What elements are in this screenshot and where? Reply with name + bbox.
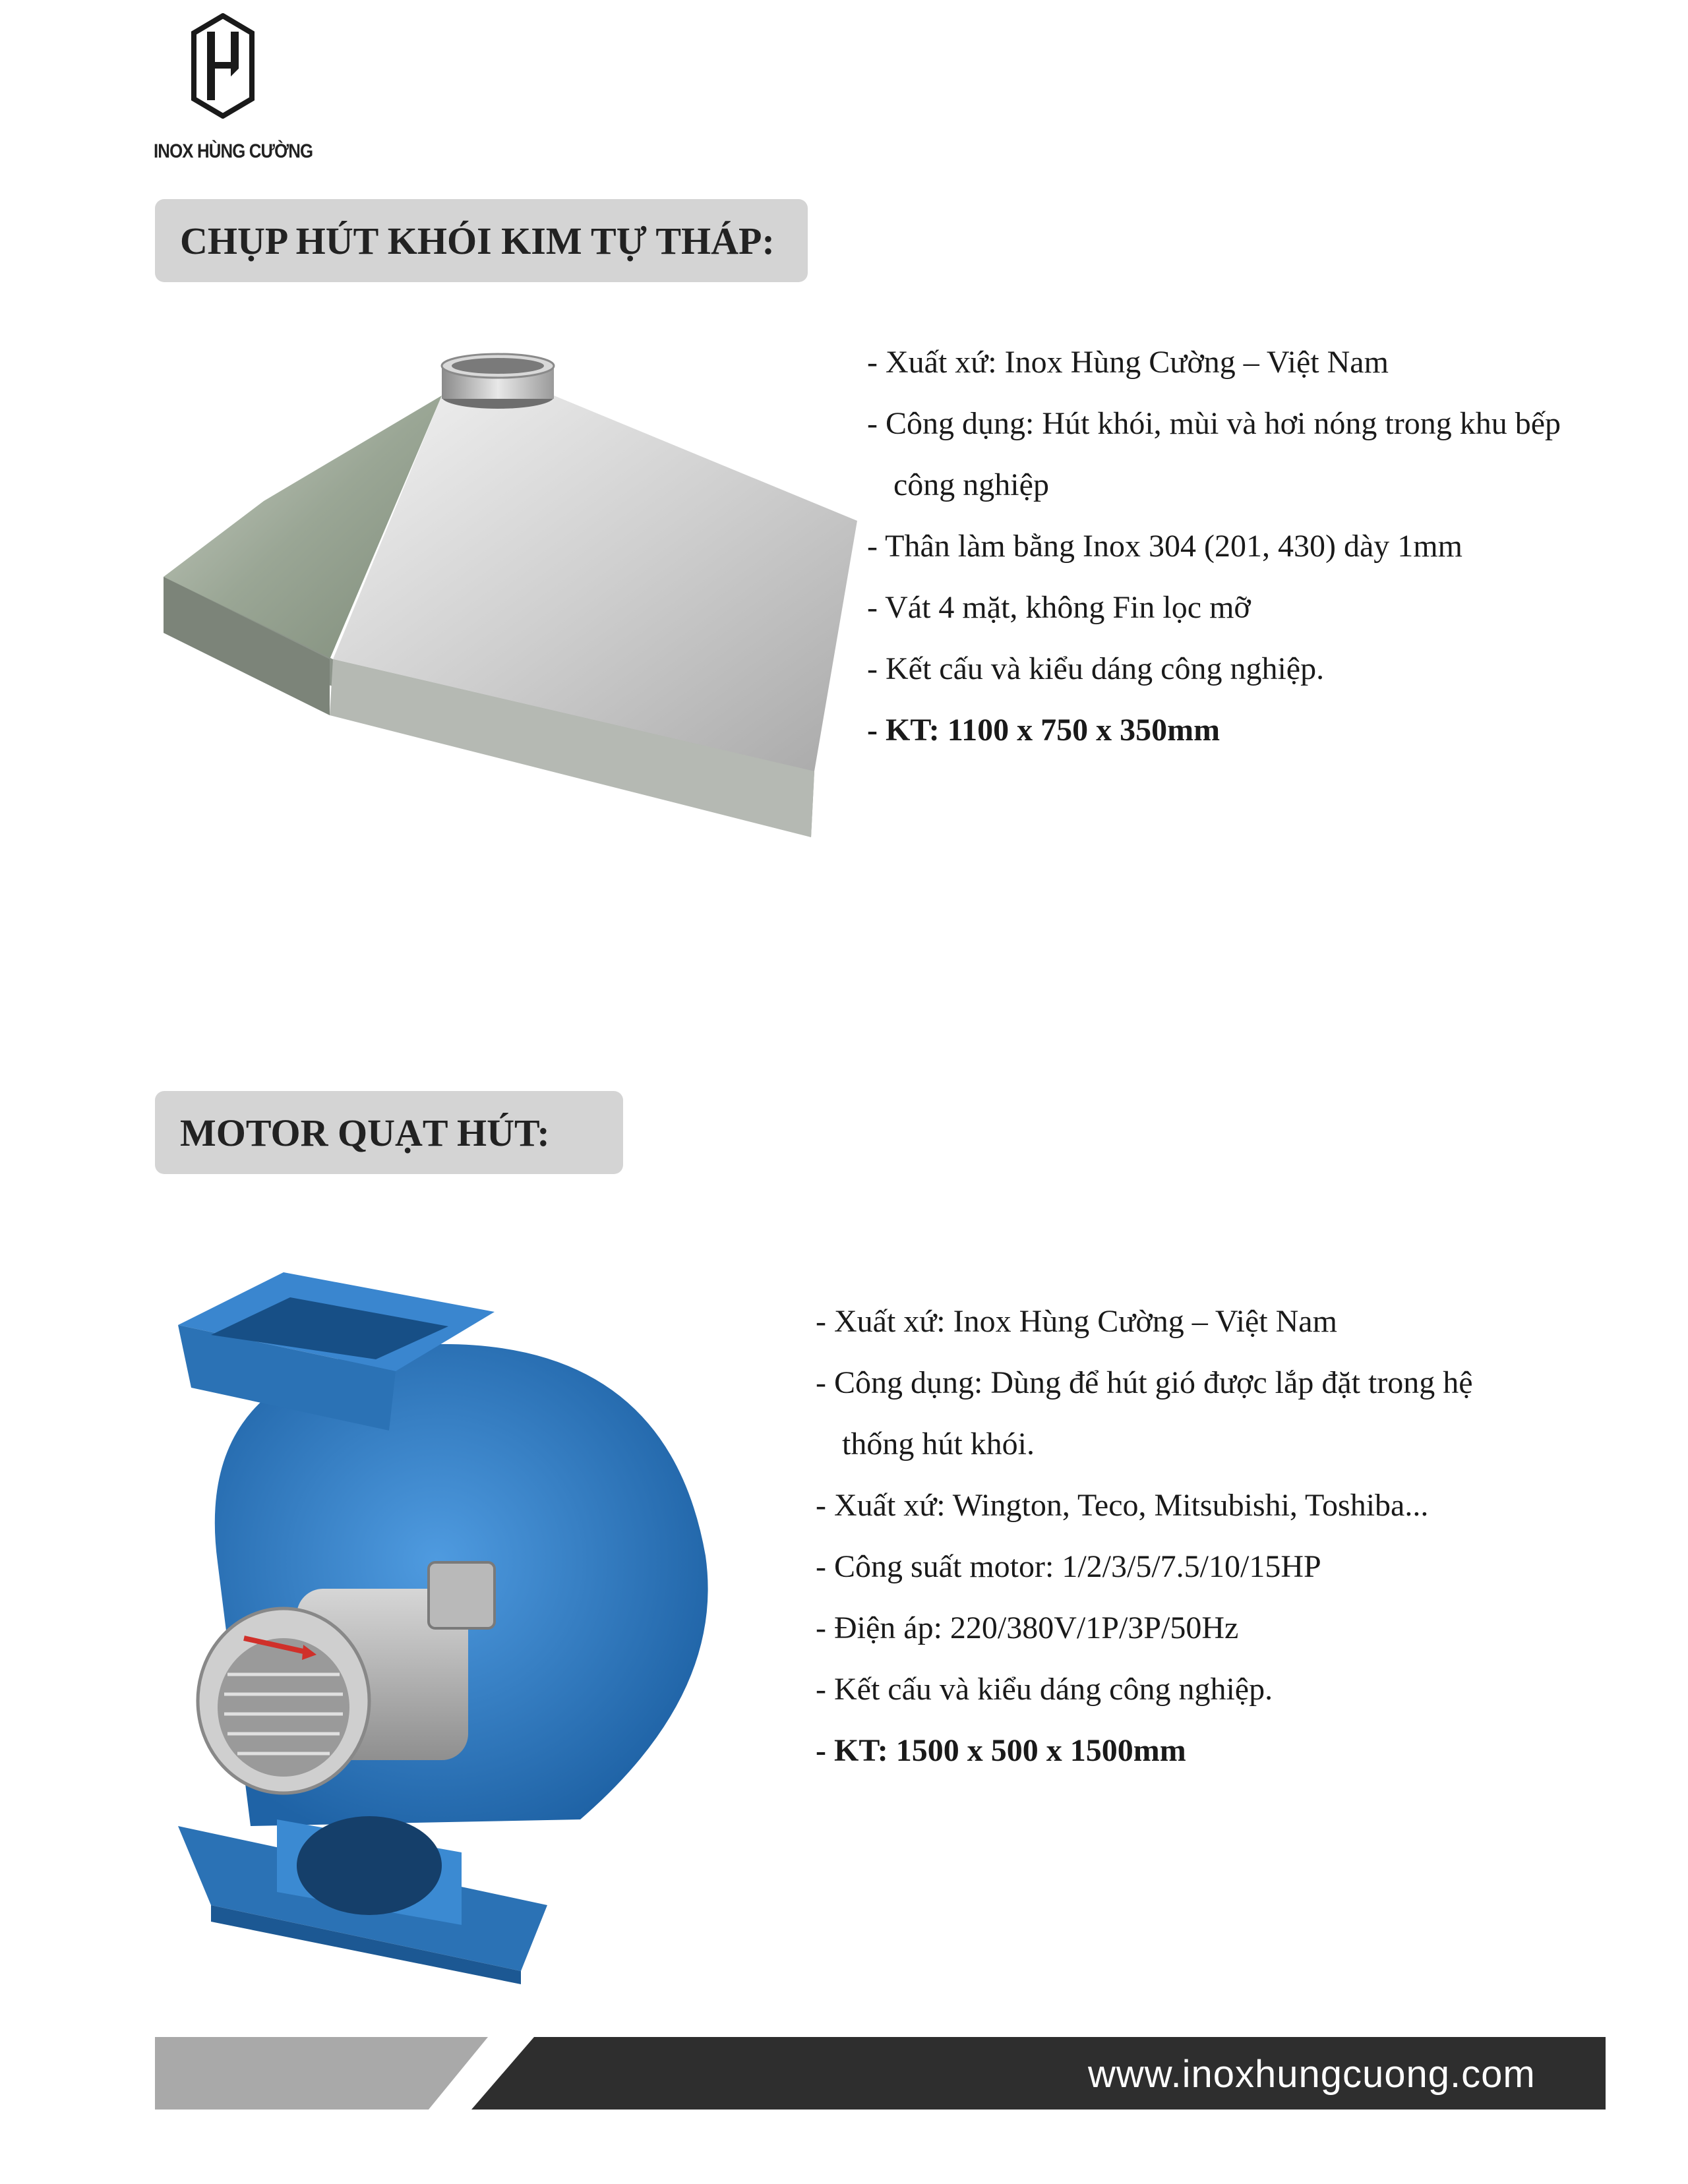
section-1-heading: CHỤP HÚT KHÓI KIM TỰ THÁP:: [155, 199, 808, 282]
section-2-heading: MOTOR QUẠT HÚT:: [155, 1091, 623, 1174]
spec-line: - Kết cấu và kiểu dáng công nghiệp.: [816, 1672, 1273, 1707]
spec-line: - Xuất xứ: Inox Hùng Cường – Việt Nam: [867, 345, 1389, 380]
spec-line: - Vát 4 mặt, không Fin lọc mỡ: [867, 590, 1251, 625]
hexagon-h-logo-icon: [191, 13, 255, 119]
spec-line: thống hút khói.: [842, 1427, 1035, 1461]
spec-line: - Xuất xứ: Inox Hùng Cường – Việt Nam: [816, 1304, 1337, 1339]
footer-website-link[interactable]: www.inoxhungcuong.com: [1088, 2053, 1536, 2096]
spec-line: - Điện áp: 220/380V/1P/3P/50Hz: [816, 1610, 1239, 1645]
spec-line: - Thân làm bằng Inox 304 (201, 430) dày 1mm: [867, 529, 1462, 564]
spec-dimensions: - KT: 1100 x 750 x 350mm: [867, 713, 1221, 748]
spec-line: - Xuất xứ: Wington, Teco, Mitsubishi, Toshiba...: [816, 1488, 1429, 1523]
brand-logo: [148, 13, 313, 165]
spec-dimensions: - KT: 1500 x 500 x 1500mm: [816, 1733, 1186, 1768]
spec-line: - Kết cấu và kiểu dáng công nghiệp.: [867, 651, 1325, 686]
spec-line: - Công suất motor: 1/2/3/5/7.5/10/15HP: [816, 1549, 1321, 1584]
spec-line: - Công dụng: Hút khói, mùi và hơi nóng trong khu bếp: [867, 406, 1561, 441]
centrifugal-fan-motor-image: [152, 1272, 725, 1984]
spec-line: công nghiệp: [893, 467, 1049, 502]
spec-line: - Công dụng: Dùng để hút gió được lắp đặt trong hệ: [816, 1365, 1473, 1400]
pyramid-range-hood-image: [158, 349, 870, 837]
brand-name: INOX HÙNG CƯỜNG: [154, 140, 313, 162]
